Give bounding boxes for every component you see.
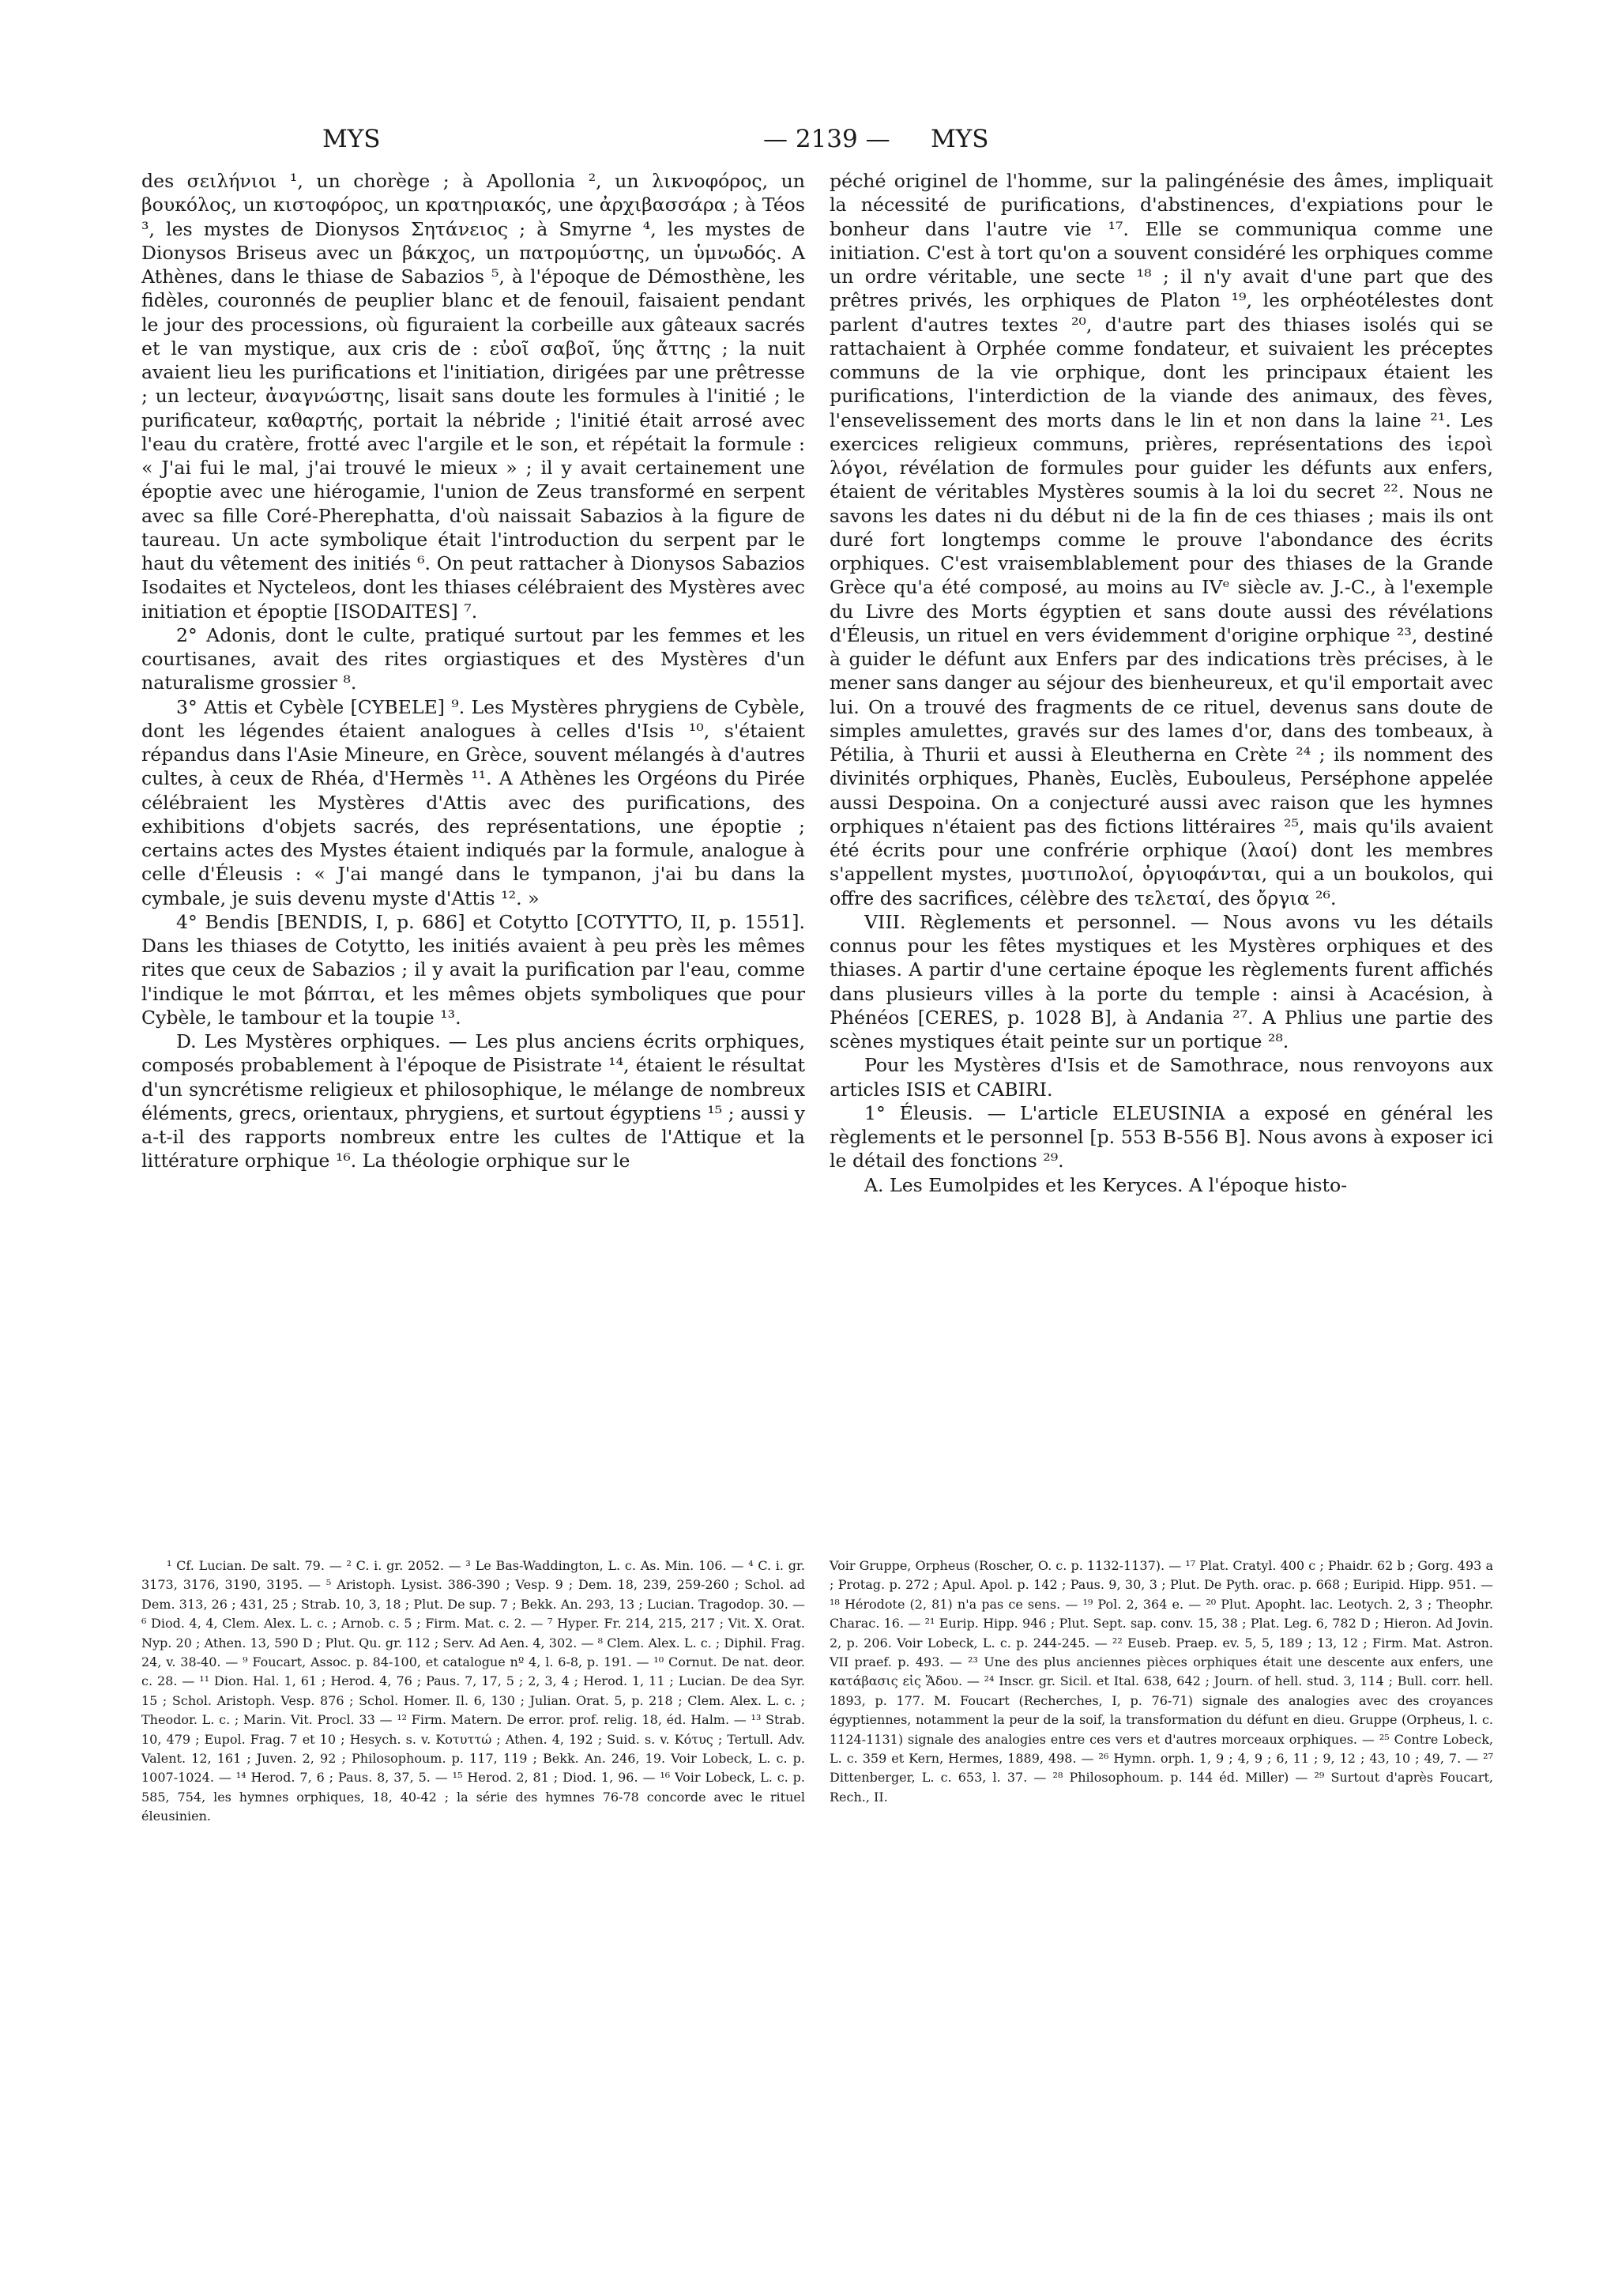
- paragraph: 1° Éleusis. — L'article ELEUSINIA a exposé en général les règlements et le personnel [p. 553 B-556 B]. Nous avons à exposer ici le détail des fonctions ²⁹.: [830, 1101, 1493, 1172]
- paragraph: péché originel de l'homme, sur la palingénésie des âmes, impliquait la nécessité de purifications, d'abstinences, d'expiations pour le bonheur dans l'autre vie ¹⁷. Elle se communiqua comme une initiation. C'est à tort qu'on a souvent considéré les orphiques comme un ordre véritable, une secte ¹⁸ ; il n'y avait d'une part que des prêtres privés, les orphiques de Platon ¹⁹, les orphéotélestes dont parlent d'autres textes ²⁰, d'autre part des thiases isolés qui se rattachaient à Orphée comme fondateur, et suivaient les préceptes communs de la vie orphique, dont les principaux étaient les purifications, l'interdiction de la viande des animaux, des fèves, l'ensevelissement des morts dans le lin et non dans la laine ²¹. Les exercices religieux communs, prières, représentations des ἱεροὶ λόγοι, révélation de formules pour guider les défunts aux enfers, étaient de véritables Mystères soumis à la loi du secret ²². Nous ne savons les dates ni du début ni de la fin de ces thiases ; mais ils ont duré fort longtemps comme le prouve l'abondance des écrits orphiques. C'est vraisemblablement pour des thiases de la Grande Grèce qu'a été composé, au moins au IVᵉ siècle av. J.-C., à l'exemple du Livre des Morts égyptien et sans doute aussi des révélations d'Éleusis, un rituel en vers évidemment d'origine orphique ²³, destiné à guider le défunt aux Enfers par des indications très précises, à le mener sans danger au séjour des bienheureux, et qu'il emportait avec lui. On a trouvé des fragments de ce rituel, devenus sans doute de simples amulettes, gravés sur des lames d'or, dans des tombeaux, à Pétilia, à Thurii et aussi à Eleutherna en Crète ²⁴ ; ils nomment des divinités orphiques, Phanès, Euclès, Eubouleus, Perséphone appelée aussi Despoina. On a conjecturé aussi avec raison que les hymnes orphiques n'étaient pas des fictions littéraires ²⁵, mais qu'ils avaient été écrits pour une confrérie orphique (λαοί) dont les membres s'appellent mystes, μυστιπολοί, ὀργιοφάνται, qui a un boukolos, qui offre des sacrifices, célèbre des τελεταί, des ὄργια ²⁶.: [830, 170, 1493, 909]
- header-left-keyword: MYS: [322, 125, 381, 153]
- paragraph: des σειλήνιοι ¹, un chorège ; à Apollonia ², un λικνοφόρος, un βουκόλος, un κιστοφόρος, un κρατηριακός, une ἀρχιβασσάρα ; à Téos ³, les mystes de Dionysos Σητάνειος ; à Smyrne ⁴, les mystes de Dionysos Briseus avec un βάκχος, un πατρομύστης, un ὑμνωδός. A Athènes, dans le thiase de Sabazios ⁵, à l'époque de Démosthène, les fidèles, couronnés de peuplier blanc et de fenouil, faisaient pendant le jour des processions, où figuraient la corbeille aux gâteaux sacrés et le van mystique, aux cris de : εὐοῖ σαβοῖ, ὕης ἄττης ; la nuit avaient lieu les purifications et l'initiation, dirigées par une prêtresse ; un lecteur, ἀναγνώστης, lisait sans doute les formules à l'initié ; le purificateur, καθαρτής, portait la nébride ; l'initié était arrosé avec l'eau du cratère, frotté avec l'argile et le son, et répétait la formule : « J'ai fui le mal, j'ai trouvé le mieux » ; il y avait certainement une époptie avec une hiérogamie, l'union de Zeus transformé en serpent avec sa fille Coré-Pherephatta, d'où naissait Sabazios à la figure de taureau. Un acte symbolique était l'introduction du serpent par le haut du vêtement des initiés ⁶. On peut rattacher à Dionysos Sabazios Isodaites et Nycteleos, dont les thiases célébraient des Mystères avec initiation et époptie [ISODAITES] ⁷.: [141, 170, 805, 623]
- page-number: — 2139 —: [763, 125, 890, 153]
- paragraph: A. Les Eumolpides et les Keryces. A l'époque histo-: [864, 1173, 1348, 1196]
- header-right-keyword: MYS: [931, 125, 989, 153]
- paragraph: 2° Adonis, dont le culte, pratiqué surtout par les femmes et les courtisanes, avait des rites orgiastiques et des Mystères d'un naturalisme grossier ⁸.: [141, 623, 805, 694]
- paragraph: D. Les Mystères orphiques. — Les plus anciens écrits orphiques, composés probablement à l'époque de Pisistrate ¹⁴, étaient le résultat d'un syncrétisme religieux et philosophique, le mélange de nombreux éléments, grecs, orientaux, phrygiens, et surtout égyptiens ¹⁵ ; aussi y a-t-il des rapports nombreux entre les cultes de l'Attique et la littérature orphique ¹⁶. La théologie orphique sur le: [141, 1030, 805, 1172]
- paragraph: Pour les Mystères d'Isis et de Samothrace, nous renvoyons aux articles ISIS et CABIRI.: [830, 1054, 1493, 1101]
- paragraph: 4° Bendis [BENDIS, I, p. 686] et Cotytto [COTYTTO, II, p. 1551]. Dans les thiases de Cotytto, les initiés avaient à peu près les mêmes rites que ceux de Sabazios ; il y avait la purification par l'eau, comme l'indique le mot βάπται, et les mêmes objets symboliques que pour Cybèle, le tambour et la toupie ¹³.: [141, 910, 805, 1029]
- paragraph: VIII. Règlements et personnel. — Nous avons vu les détails connus pour les fêtes mystiques et les Mystères orphiques et des thiases. A partir d'une certaine époque les règlements furent affichés dans plusieurs villes à la porte du temple : ainsi à Acacésion, à Phénéos [CERES, p. 1028 B], à Andania ²⁷. A Phlius une partie des scènes mystiques était peinte sur un portique ²⁸.: [830, 910, 1493, 1052]
- left-column: [141, 169, 805, 1542]
- footnote-block: ¹ Cf. Lucian. De salt. 79. — ² C. i. gr. 2052. — ³ Le Bas-Waddington, L. c. As. Min. 106. — ⁴ C. i. gr. 3173, 3176, 3190, 3195. — ⁵ Aristoph. Lysist. 386-390 ; Vesp. 9 ; Dem. 18, 239, 259-260 ; Schol. ad Dem. 313, 26 ; 431, 25 ; Strab. 10, 3, 18 ; Plut. De sup. 7 ; Bekk. An. 293, 13 ; Lucian. Tragodop. 30. — ⁶ Diod. 4, 4, Clem. Alex. L. c. ; Arnob. c. 5 ; Firm. Mat. c. 2. — ⁷ Hyper. Fr. 214, 215, 217 ; Vit. X. Orat. Nyp. 20 ; Athen. 13, 590 D ; Plut. Qu. gr. 112 ; Serv. Ad Aen. 4, 302. — ⁸ Clem. Alex. L. c. ; Diphil. Frag. 24, v. 38-40. — ⁹ Foucart, Assoc. p. 84-100, et catalogue nº 4, l. 6-8, p. 191. — ¹⁰ Cornut. De nat. deor. c. 28. — ¹¹ Dion. Hal. 1, 61 ; Herod. 4, 76 ; Paus. 7, 17, 5 ; 2, 3, 4 ; Herod. 1, 11 ; Lucian. De dea Syr. 15 ; Schol. Aristoph. Vesp. 876 ; Schol. Homer. Il. 6, 130 ; Julian. Orat. 5, p. 218 ; Clem. Alex. L. c. ; Theodor. L. c. ; Marin. Vit. Procl. 33 — ¹² Firm. Matern. De error. prof. relig. 18, éd. Halm. — ¹³ Strab. 10, 479 ; Eupol. Frag. 7 et 10 ; Hesych. s. v. Κοτυττώ ; Athen. 4, 192 ; Suid. s. v. Κότυς ; Tertull. Adv. Valent. 12, 161 ; Juven. 2, 92 ; Philosophoum. p. 117, 119 ; Bekk. An. 246, 19. Voir Lobeck, L. c. p. 1007-1024. — ¹⁴ Herod. 7, 6 ; Paus. 8, 37, 5. — ¹⁵ Herod. 2, 81 ; Diod. 1, 96. — ¹⁶ Voir Lobeck, L. c. p. 585, 754, les hymnes orphiques, 18, 40-42 ; la série des hymnes 76-78 concorde avec le rituel éleusinien.: [141, 1558, 805, 1824]
- paragraph: 3° Attis et Cybèle [CYBELE] ⁹. Les Mystères phrygiens de Cybèle, dont les légendes étaient analogues à celles d'Isis ¹⁰, s'étaient répandus dans l'Asie Mineure, en Grèce, souvent mélangés à d'autres cultes, à ceux de Rhéa, d'Hermès ¹¹. A Athènes les Orgéons du Pirée célébraient les Mystères d'Attis avec des purifications, des exhibitions d'objets sacrés, des représentations, une époptie ; certains actes des Mystes étaient indiqués par la formule, analogue à celle d'Éleusis : « J'ai mangé dans le tympanon, j'ai bu dans la cymbale, je suis devenu myste d'Attis ¹². »: [141, 695, 805, 909]
- footnotes-left: [141, 1556, 805, 1880]
- page-header: [0, 125, 1618, 164]
- footnotes-right: [830, 1556, 1493, 1880]
- footnote-block: Voir Gruppe, Orpheus (Roscher, O. c. p. 1132-1137). — ¹⁷ Plat. Cratyl. 400 c ; Phaidr. 62 b ; Gorg. 493 a ; Protag. p. 272 ; Apul. Apol. p. 142 ; Paus. 9, 30, 3 ; Plut. De Pyth. orac. p. 668 ; Euripid. Hipp. 951. — ¹⁸ Hérodote (2, 81) n'a pas ce sens. — ¹⁹ Pol. 2, 364 e. — ²⁰ Plut. Apopht. lac. Leotych. 2, 3 ; Theophr. Charac. 16. — ²¹ Eurip. Hipp. 946 ; Plut. Sept. sap. conv. 15, 38 ; Plat. Leg. 6, 782 D ; Hieron. Ad Jovin. 2, p. 206. Voir Lobeck, L. c. p. 244-245. — ²² Euseb. Praep. ev. 5, 5, 189 ; 13, 12 ; Firm. Mat. Astron. VII praef. p. 493. — ²³ Une des plus anciennes pièces orphiques était une descente aux enfers, une κατάβασις εἰς Ἅδου. — ²⁴ Inscr. gr. Sicil. et Ital. 638, 642 ; Journ. of hell. stud. 3, 114 ; Bull. corr. hell. 1893, p. 177. M. Foucart (Recherches, I, p. 76-71) signale des analogies avec des croyances égyptiennes, notamment la peur de la soif, la transformation du défunt en dieu. Gruppe (Orpheus, l. c. 1124-1131) signale des analogies entre ces vers et d'autres morceaux orphiques. — ²⁵ Contre Lobeck, L. c. 359 et Kern, Hermes, 1889, 498. — ²⁶ Hymn. orph. 1, 9 ; 4, 9 ; 6, 11 ; 9, 12 ; 43, 10 ; 49, 7. — ²⁷ Dittenberger, L. c. 653, l. 37. — ²⁸ Philosophoum. p. 144 éd. Miller) — ²⁹ Surtout d'après Foucart, Rech., II.: [830, 1558, 1493, 1805]
- right-column: [830, 169, 1493, 1542]
